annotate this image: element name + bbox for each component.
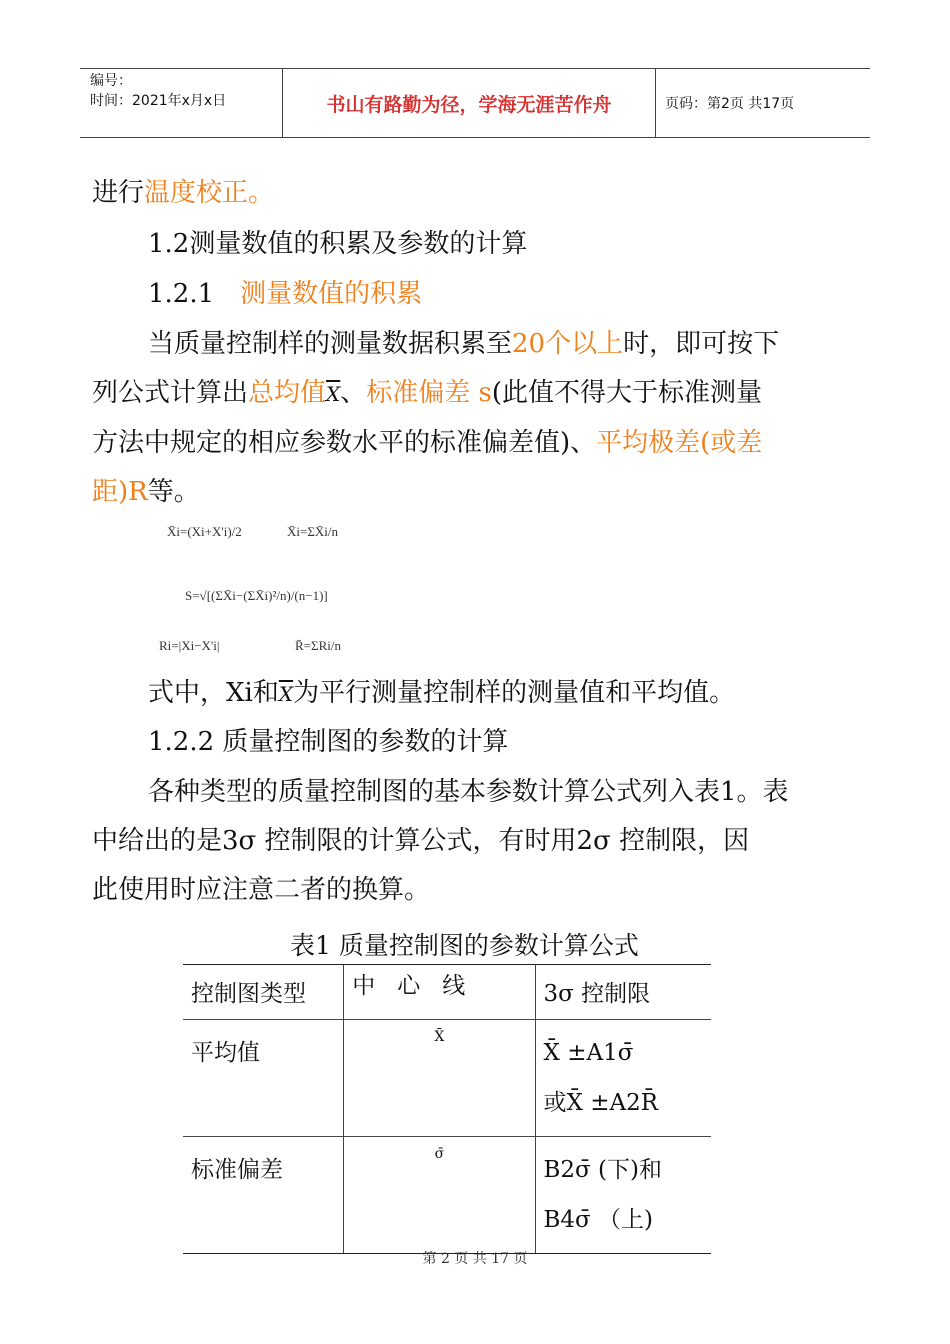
table-header-cell: 控制图类型: [183, 965, 344, 1020]
table-cell: [535, 1020, 711, 1137]
paragraph-line: [92, 428, 762, 458]
parameter-table: [183, 964, 711, 1254]
paragraph-line: [92, 477, 200, 507]
formula-std-dev: S=√[(ΣX̄i−(ΣX̄i)²/n)/(n−1)]: [185, 588, 328, 603]
paragraph-line: [92, 378, 762, 409]
table-row: [183, 1137, 711, 1254]
table-row: [183, 1020, 711, 1137]
formula-range: Ri=|Xi−X'i|: [159, 638, 220, 653]
text: 当质量控制样的测量数据积累至: [148, 329, 513, 359]
text: 列公式计算出: [92, 378, 249, 408]
cell-text: B2σ̄ (下)和: [543, 1157, 663, 1183]
page-footer: 第 2 页 共 17 页: [422, 1251, 528, 1267]
header-date: 时间：2021年x月x日: [90, 93, 227, 109]
text: 等。: [147, 477, 200, 507]
paragraph-line: 此使用时应注意二者的换算。: [92, 875, 431, 905]
table-header-cell: [344, 965, 535, 1020]
section-heading-1-2-1: [148, 279, 422, 309]
header-code: 编号：: [90, 73, 132, 89]
paragraph-line: [148, 329, 779, 359]
section-heading-1-2-2: 1.2.2 质量控制图的参数的计算: [148, 727, 509, 757]
table-caption: 表1 质量控制图的参数计算公式: [290, 931, 639, 960]
text: 进行: [92, 178, 145, 208]
table-header-cell: 3σ 控制限: [535, 965, 711, 1020]
cell-text: X̄ ±A1σ̄: [543, 1040, 634, 1066]
highlight-text: 20个以上: [512, 329, 624, 359]
highlight-text: 距)R: [92, 477, 148, 507]
formula-total-mean: X̄i=ΣX̄i/n: [287, 524, 339, 539]
formula-mean-range: R̄=ΣRi/n: [295, 638, 341, 653]
section-title: 测量数值的积累: [240, 279, 423, 309]
table-cell: 标准偏差: [183, 1137, 344, 1254]
table-cell: 平均值: [183, 1020, 344, 1137]
highlight-text: 总均值: [248, 378, 327, 408]
section-number: 1.2.1: [148, 279, 215, 309]
header-text: 中心线: [352, 973, 488, 999]
paragraph-temp-correction: [92, 178, 274, 208]
cell-text: 或X̄ ±A2R̄: [543, 1090, 659, 1116]
paragraph-line: [148, 678, 735, 709]
header-page-info: [665, 69, 870, 137]
text: 、: [340, 378, 367, 408]
header-motto: 书山有路勤为径，学海无涯苦作舟: [283, 69, 656, 137]
formula-mean: X̄i=(Xi+X'i)/2: [167, 524, 242, 539]
table-cell: [344, 1020, 535, 1137]
header-meta: [80, 69, 283, 137]
cell-text: X̄: [434, 1029, 445, 1045]
table-cell: [535, 1137, 711, 1254]
text: 方法中规定的相应参数水平的标准偏差值)、: [92, 428, 597, 458]
text: 时，即可按下: [623, 329, 780, 359]
header-page-text: 页码：第2页 共17页: [665, 96, 795, 112]
text: 式中，Xi和: [148, 678, 279, 708]
text: 为平行测量控制样的测量值和平均值。: [293, 678, 736, 708]
mean-symbol: $\overline{X}$: [278, 682, 294, 706]
table-cell: [344, 1137, 535, 1254]
cell-text: σ̄: [434, 1146, 445, 1162]
table-header-row: [183, 965, 711, 1020]
formula-block: [155, 512, 385, 664]
page-header: [80, 68, 870, 138]
paragraph-line: 中给出的是3σ 控制限的计算公式，有时用2σ 控制限，因: [92, 826, 750, 856]
text: (此值不得大于标准测量: [491, 378, 763, 408]
mean-symbol: $\overline{X}$: [326, 382, 341, 406]
section-heading-1-2: 1.2测量数值的积累及参数的计算: [148, 229, 528, 259]
cell-text: B4σ̄ （上): [543, 1207, 654, 1233]
highlight-text: 温度校正。: [144, 178, 275, 208]
highlight-text: 标准偏差 s: [366, 378, 492, 408]
highlight-text: 平均极差(或差: [596, 428, 763, 458]
paragraph-line: 各种类型的质量控制图的基本参数计算公式列入表1。表: [148, 777, 789, 807]
